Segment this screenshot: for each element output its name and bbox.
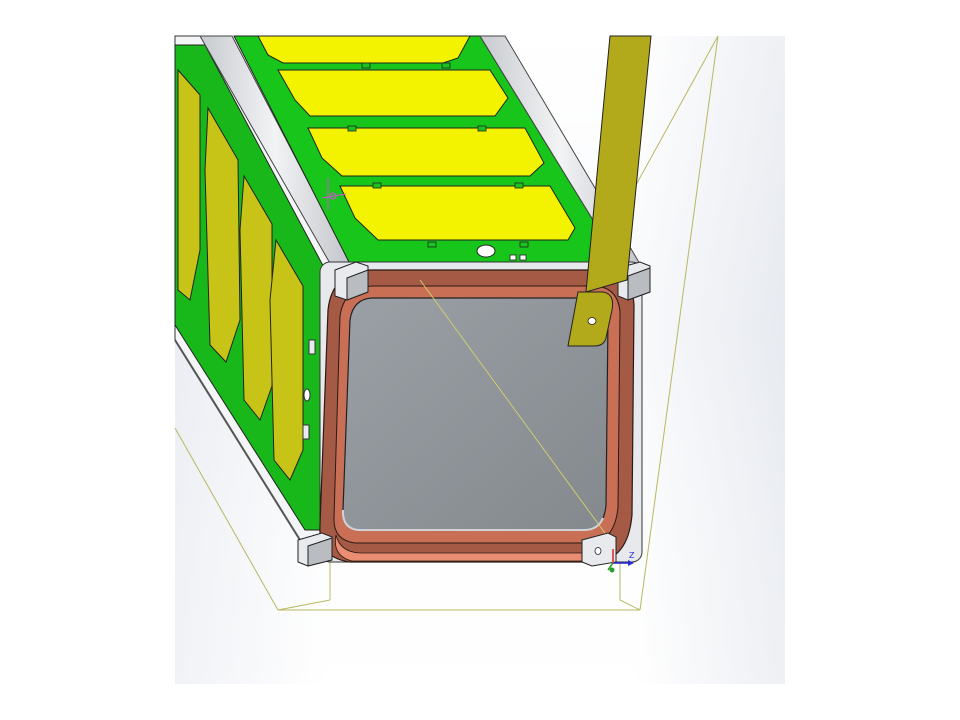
pcb-connector (510, 255, 516, 260)
corner-block-top-left (335, 262, 368, 300)
triad-z-label: Z (629, 551, 635, 560)
side-connector (303, 425, 309, 439)
pcb-connector (520, 255, 526, 260)
side-connector (309, 340, 315, 354)
end-face-plate[interactable] (343, 298, 608, 530)
pcb-hole (477, 245, 495, 257)
side-hole (304, 389, 310, 401)
